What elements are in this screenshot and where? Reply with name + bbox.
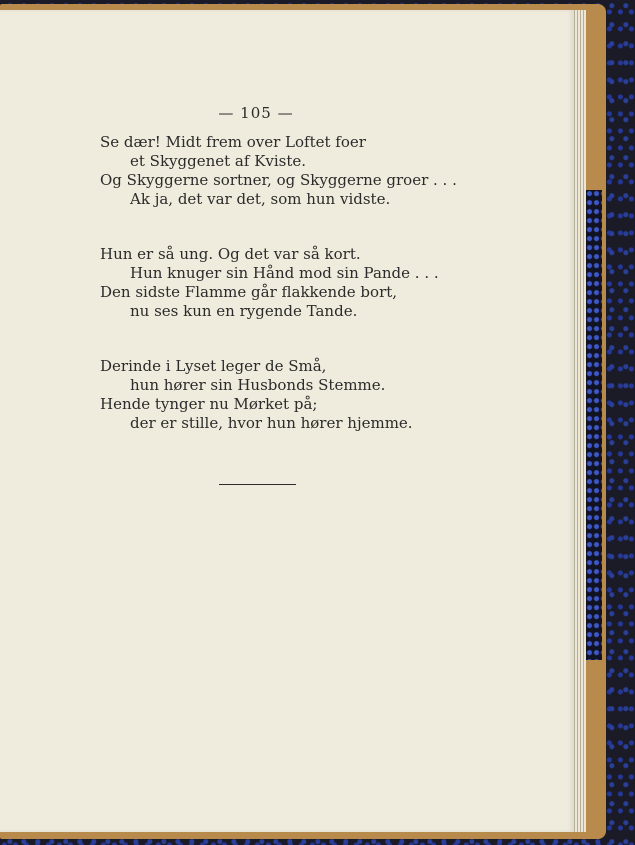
poem-line: Se dær! Midt frem over Loftet foer xyxy=(100,133,366,151)
book-page xyxy=(0,10,574,832)
poem-line: Den sidste Flamme går flakkende bort, xyxy=(100,283,398,301)
poem-line: Hun knuger sin Hånd mod sin Pande . . . xyxy=(130,264,439,282)
page-number: — 105 — xyxy=(218,104,294,122)
poem-line: et Skyggenet af Kviste. xyxy=(130,152,307,170)
poem-line: Ak ja, det var det, som hun vidste. xyxy=(130,190,391,208)
poem-line: der er stille, hvor hun hører hjemme. xyxy=(130,414,413,432)
poem-line: Derinde i Lyset leger de Små, xyxy=(100,357,327,375)
closing-rule xyxy=(219,484,296,485)
poem-line: Hun er så ung. Og det var så kort. xyxy=(100,245,361,263)
poem-line: nu ses kun en rygende Tande. xyxy=(130,302,358,320)
page-edges xyxy=(572,10,586,832)
poem-line: hun hører sin Husbonds Stemme. xyxy=(130,376,386,394)
poem-line: Hende tynger nu Mørket på; xyxy=(100,395,318,413)
marbled-cover-paper xyxy=(586,190,602,660)
poem-line: Og Skyggerne sortner, og Skyggerne groer . . . xyxy=(100,171,457,189)
